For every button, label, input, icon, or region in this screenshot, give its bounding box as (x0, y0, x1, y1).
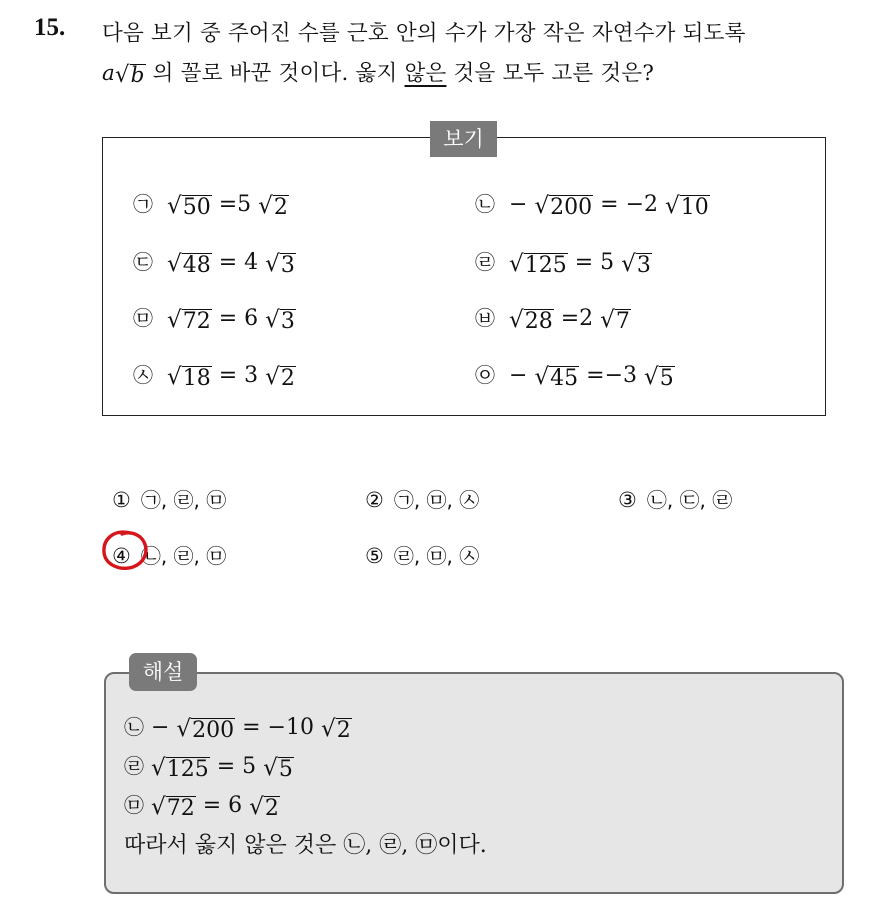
explanation-label: 해설 (129, 653, 197, 691)
underlined-not: 않은 (404, 61, 447, 86)
question-number: 15. (34, 14, 66, 41)
question-text-line2: a √ b 의 꼴로 바꾼 것이다. 옳지 않은 것을 모두 고른 것은? (102, 61, 655, 88)
explanation-line: ㉡ − √ 200 = −10 √ 2 (124, 715, 351, 743)
sqrt-b: √ b (115, 62, 145, 88)
bogi-item: ㉤ √ 72 = 6 √ 3 (133, 306, 295, 334)
choice-3[interactable]: ③ ㉡, ㉢, ㉣ (618, 488, 733, 512)
choice-1[interactable]: ① ㉠, ㉣, ㉤ (112, 488, 227, 512)
explanation-line: ㉣ √ 125 = 5 √ 5 (124, 754, 293, 782)
bogi-label: 보기 (430, 121, 497, 157)
choice-5[interactable]: ⑤ ㉣, ㉤, ㉦ (365, 544, 480, 568)
var-a: a (102, 61, 116, 86)
explanation-box (104, 672, 844, 894)
question-text-line1: 다음 보기 중 주어진 수를 근호 안의 수가 가장 작은 자연수가 되도록 (102, 21, 746, 46)
bogi-item: ㉧ − √ 45 =−3 √ 5 (475, 363, 674, 391)
explanation-line: ㉤ √ 72 = 6 √ 2 (124, 793, 279, 821)
explanation-conclusion: 따라서 옳지 않은 것은 ㉡, ㉣, ㉤이다. (124, 833, 487, 858)
answer-circle-mark (100, 527, 152, 573)
bogi-item: ㉢ √ 48 = 4 √ 3 (133, 250, 295, 278)
bogi-item: ㉣ √ 125 = 5 √ 3 (475, 250, 651, 278)
bogi-item: ㉦ √ 18 = 3 √ 2 (133, 363, 295, 391)
choice-4[interactable]: ④ ㉡, ㉣, ㉤ (112, 544, 227, 568)
bogi-item: ㉥ √ 28 =2 √ 7 (475, 306, 630, 334)
bogi-item: ㉡ − √ 200 = −2 √ 10 (475, 192, 709, 220)
choice-2[interactable]: ② ㉠, ㉤, ㉦ (365, 488, 480, 512)
bogi-item: ㉠ √ 50 =5 √ 2 (133, 192, 288, 220)
